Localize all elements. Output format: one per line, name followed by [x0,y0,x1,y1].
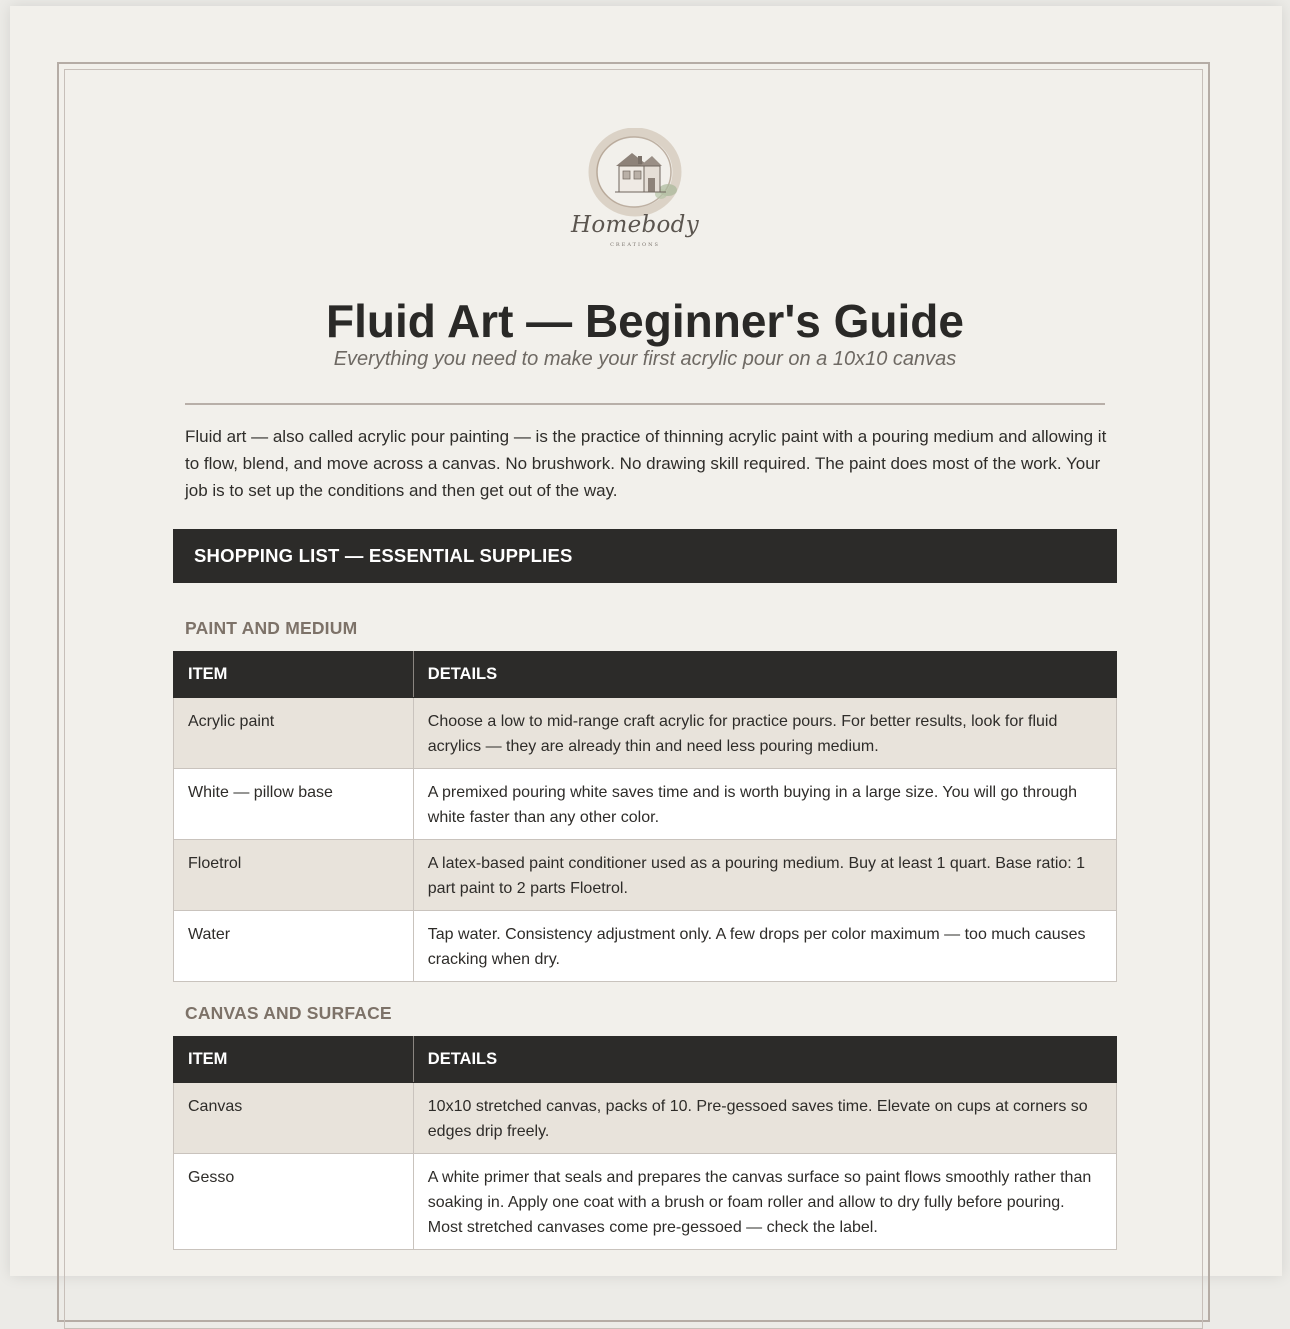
canvas-and-surface-heading: CANVAS AND SURFACE [185,1003,392,1023]
details-cell: Choose a low to mid-range craft acrylic for practice pours. For better results, look for fluid acrylics — they are already thin and need less pouring medium. [413,698,1116,769]
item-cell: Acrylic paint [174,698,414,769]
paint-and-medium-heading: PAINT AND MEDIUM [185,618,358,638]
logo-tagline: CREATIONS [610,242,660,248]
item-cell: Gesso [174,1154,414,1250]
details-cell: A white primer that seals and prepares the canvas surface so paint flows smoothly rather than soaking in. Apply one coat with a brush or foam roller and allow to dry fully before pouring. Most stretched canvases come pre-gessoed — check the label. [413,1154,1116,1250]
house-logo-icon [570,128,700,218]
page-title: Fluid Art — Beginner's Guide [326,295,964,347]
table-row [174,698,1117,769]
table-row [174,840,1117,911]
details-cell: A premixed pouring white saves time and is worth buying in a large size. You will go through white faster than any other color. [413,769,1116,840]
table-row [174,1154,1117,1250]
column-header-details: DETAILS [413,652,1116,698]
column-header-item: ITEM [174,652,414,698]
table-row [174,1083,1117,1154]
item-cell: Water [174,911,414,982]
intro-paragraph: Fluid art — also called acrylic pour painting — is the practice of thinning acrylic paint with a pouring medium and allowing it to flow, blend, and move across a canvas. No brushwork. No drawing skill required. The paint does most of the work. Your job is to set up the conditions and then get out of the way. [185,427,1107,500]
table-row [174,769,1117,840]
details-cell: 10x10 stretched canvas, packs of 10. Pre-gessoed saves time. Elevate on cups at corners so edges drip freely. [413,1083,1116,1154]
item-cell: Floetrol [174,840,414,911]
details-cell: A latex-based paint conditioner used as a pouring medium. Buy at least 1 quart. Base ratio: 1 part paint to 2 parts Floetrol. [413,840,1116,911]
item-cell: Canvas [174,1083,414,1154]
shopping-list-heading: SHOPPING LIST — ESSENTIAL SUPPLIES [173,529,1117,583]
details-cell: Tap water. Consistency adjustment only. A few drops per color maximum — too much causes cracking when dry. [413,911,1116,982]
logo-wordmark: Homebody [570,212,699,238]
homebody-logo [570,128,700,258]
table-header-row [174,652,1117,698]
canvas-and-surface-table [173,1036,1117,1250]
title-divider [185,403,1105,405]
table-row [174,911,1117,982]
page-subtitle: Everything you need to make your first acrylic pour on a 10x10 canvas [333,348,957,370]
table-header-row [174,1037,1117,1083]
paint-and-medium-table [173,651,1117,982]
column-header-item: ITEM [174,1037,414,1083]
column-header-details: DETAILS [413,1037,1116,1083]
item-cell: White — pillow base [174,769,414,840]
